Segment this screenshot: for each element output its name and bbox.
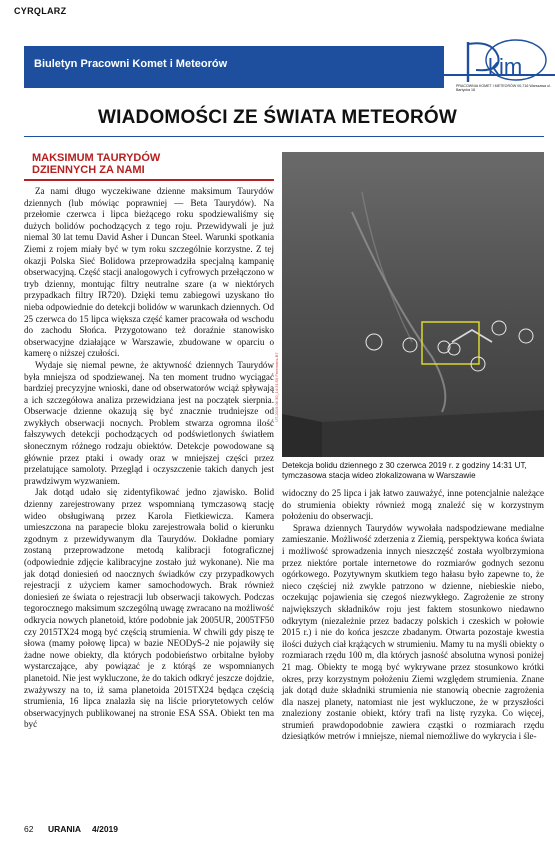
banner [0, 32, 555, 102]
paragraph: Za nami długo wyczekiwane dzienne maksimum Taurydów dziennych (lub mówiąc poprawniej — Beta Taurydów). Na przełomie czerwca i lipca bieżącego roku spodziewaliśmy się dużych bolidów pochodzących z tego roju. Przewidywali je już niemal 30 lat temu David Asher i Duncan Steel. Warunki spotkania Ziemi z rojem miały być w tym roku szczególnie korzystne. Z tej okazji Polska Sieć Bolidowa przeprowadziła specjalną kampanię obserwacyjną. Część stacji analogowych i cyfrowych przełączono w tryb dzienny, montując filtry neutralne szare (a w niektórych przypadkach filtry IR720). Dzięki temu zabiegowi uzyskano tło nieba odpowiednie do detekcji bolidów w warunkach dziennych. Od 25 czerwca do 15 lipca większa część kamer pracowała od wschodu do zachodu Słońca. Przygotowano też doraźnie stanowisko obserwacyjne działające w Warszawie, zbudowane w oparciu o kamerę o niższej czułości. [24, 186, 274, 359]
right-body-text [282, 488, 544, 743]
issue-number: 4/2019 [92, 824, 118, 834]
paragraph: widoczny do 25 lipca i jak łatwo zauważyć, inne potencjalnie należące do strumienia obiekty również mogą znaleźć się w korzystnym położeniu do obserwacji. [282, 488, 544, 522]
article-heading-line-2: DZIENNYCH ZA NAMI [32, 164, 145, 176]
bolid-photo-image [282, 152, 544, 457]
bolid-photo [282, 152, 544, 457]
magazine-name: URANIA [48, 824, 82, 834]
article-heading-rule [24, 179, 274, 181]
banner-title: Biuletyn Pracowni Komet i Meteorów [34, 58, 228, 70]
left-column [24, 152, 274, 731]
article-heading-line-1: MAKSIMUM TAURYDÓW [32, 152, 161, 164]
right-column [282, 488, 544, 743]
logo-text: kim [488, 54, 523, 79]
page-title: WIADOMOŚCI ZE ŚWIATA METEORÓW [97, 107, 458, 128]
photo-caption: Detekcja bolidu dziennego z 30 czerwca 2019 r. z godziny 14:31 UT, tymczasowa stacja wideo zlokalizowana w Warszawie [282, 461, 527, 481]
page-number: 62 [24, 824, 34, 834]
section-tag: CYRQLARZ [14, 6, 67, 16]
photo-timestamp-label: UT-2019.06.30_14:31:59 Freemans-B7 [274, 352, 279, 422]
paragraph: Wydaje się niemal pewne, że aktywność dziennych Taurydów była mniejsza od spodziewanej. Na ten moment trudno wyciągać bardziej precyzyjne wnioski, dane od obserwatorów wciąż spływają a ich szczegółowa analiza przewidziana jest na początek sierpnia. Obserwacje dzienne okazują się być znacznie trudniejsze od zwykłych obserwacji nocnych. Problem stwarza ogromna ilość fałszywych detekcji pochodzących od podświetlonych światłem słonecznym różnego rodzaju obiektów. Detekcje powodowane są głównie przez ptaki i owady oraz w mniejszej części przez przelatujące samoloty. Przegląd i oczyszczenie takich danych jest prawdziwym wyzwaniem. [24, 359, 274, 486]
paragraph: Sprawa dziennych Taurydów wywołała nadspodziewane medialne zamieszanie. Możliwość zderzenia z Ziemią, perspektywa końca świata i możliwość sprowadzenia innych nieszczęść została wyolbrzymiona przez niektóre portale internetowe do rozmiarów godnych sezonu ogórkowego. Pozytywnym skutkiem tego hałasu było zapewne to, że nieco częściej niż zwykle patrzono w dzienne, niebieskie niebo, oczekując pojawienia się czegoś niezwykłego. Zagrożenie ze strony największych składników roju jest faktem stosunkowo niedawno odkrytym (niezależnie przez badaczy polskich i czeskich w połowie 2015 r.) i nie do końca jeszcze zbadanym. Otwarta pozostaje kwestia ilości dużych ciał krążących w strumieniu. Mamy tu na myśli obiekty o rozmiarach rzędu 100 m, dla których jasność absolutna wynosi poniżej 21 mag. Obiekty te mogą być wykrywane przez stosunkowo krótki okres, przy korzystnym położeniu Ziemi względem strumienia. Znane jak dotąd duże składniki strumienia nie stanowią obecnie zagrożenia dla naszej planety, natomiast nie jest wykluczone, że w przyszłości znaleziony zostanie obiekt, który trafi na listę ryzyka. Co więcej, strumień prawdopodobnie zawiera cząstki o rozmiarach rzędu dziesiątków metrów i mniejsze, niemal niemożliwe do wykrycia i śle- [282, 522, 544, 742]
logo-subtitle: PRACOWNIA KOMET I METEORÓW 00-716 Warszawa ul. Bartycka 18 [456, 84, 551, 93]
title-rule [24, 136, 544, 137]
article-heading [24, 152, 274, 176]
left-body-text [24, 186, 274, 731]
paragraph: Jak dotąd udało się zidentyfikować jedno zjawisko. Bolid dzienny zarejestrowany przez wspomnianą tymczasową stację wideo obsługiwaną przez Karola Fietkiewicza. Kamera umieszczona na parapecie bloku zarejestrowała bolid o kierunku zgodnym z przewidywanym dla Taurydów. Dokładne pomiary zostaną przeprowadzone metodą kalibracji fotograficznej (odpowiednie zdjęcie kalibracyjne zostało już wykonane). Nie ma jak dotąd doniesień od naocznych świadków czy przypadkowych rejestracji z użyciem kamer samochodowych. Brak również doniesień ze świata o rejestracji lub obserwacji takowych. Podczas tegorocznego maksimum szczególną uwagę zwracano na możliwość odkrycia nowych planetoid, które podobnie jak 2005UR, 2005TF50 czy 2015TX24 mogą być częścią strumienia. W chwili gdy piszę te słowa (mamy połowę lipca) w bazie NEODyS-2 nie pojawiły się żadne nowe obiekty, dla których podobieństwo orbitalne byłoby wystarczające, aby powiązać je z którąś ze wspomnianych planetoid. Nie jest wykluczone, że do takich odkryć jeszcze dojdzie, zważywszy na to, iż sama planetoida 2015TX24 będąca częścią strumienia, 16 lipca znalazła się na liście priorytetowych celów obserwacyjnych publikowanej na stronie ESA SSA. Obiekt ten ma być [24, 487, 274, 730]
